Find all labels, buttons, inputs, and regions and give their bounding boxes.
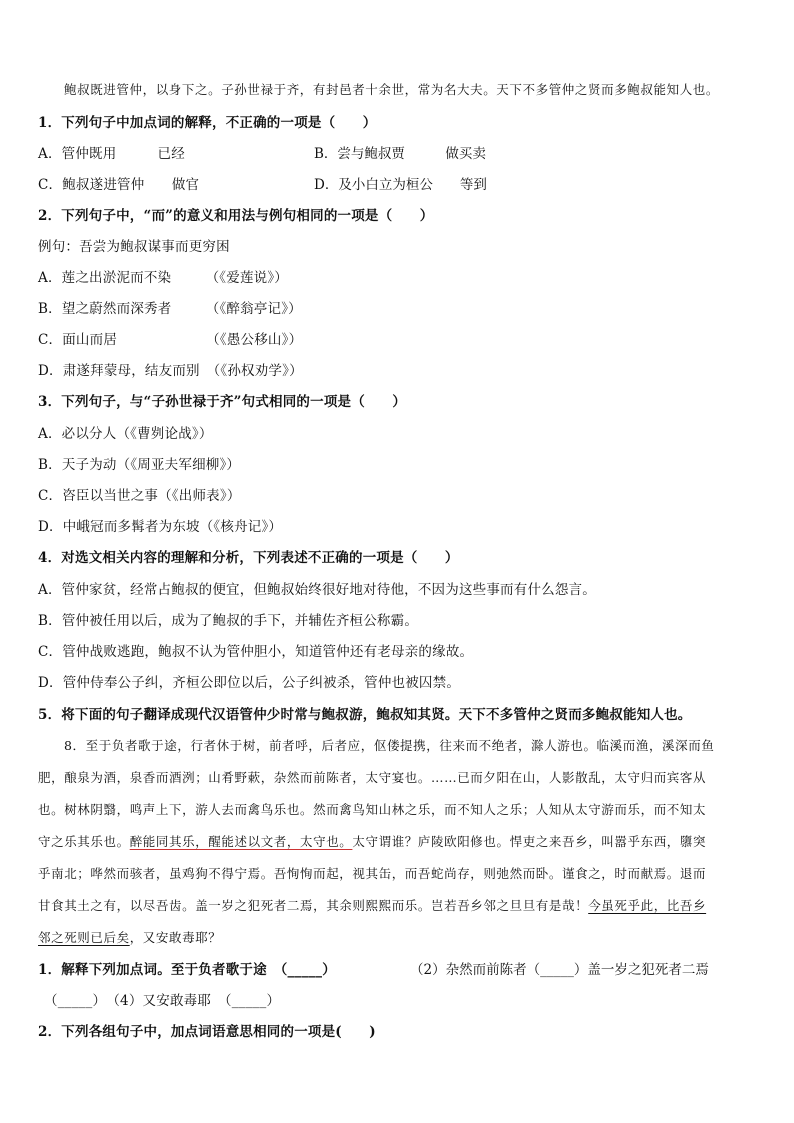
passage-8-underlined-sentence-2b: 邻之死则已后矣 [38,930,130,945]
passage-8-line-5: 乎南北；哗然而骇者，虽鸡狗不得宁焉。吾恂恂而起，视其缶，而吾蛇尚存，则弛然而卧。谨食之，时而献焉。退而 [38,866,707,881]
passage-8-line-4 [38,832,706,852]
question-3-option-a: A．必以分人（《曹刿论战》） [38,426,213,442]
question-4-option-c: C．管仲战败逃跑，鲍叔不认为管仲胆小，知道管仲还有老母亲的缘故。 [38,644,474,660]
sub-question-1-item-2: （2）杂然而前陈者（_____）盖一岁之犯死者二焉 [410,962,709,978]
passage-8-underlined-sentence-1: 醉能同其乐，醒能述以文者，太守也。 [129,834,353,849]
question-3-option-c: C．咨臣以当世之事（《出师表》） [38,488,241,504]
passage-8-line-7-end: ，又安敢毒耶？ [129,930,222,945]
question-1-option-d: D．及小白立为桓公 等到 [314,177,487,193]
question-2-option-c: C．面山而居 （《愚公移山》） [38,332,303,348]
passage-8-line-1: 8．至于负者歌于途，行者休于树，前者呼，后者应，伛偻提携，往来而不绝者，滁人游也。临溪而渔，溪深而鱼 [64,738,715,753]
passage-8-line-4-end: 太守谓谁？庐陵欧阳修也。悍吏之来吾乡，叫嚣乎东西，隳突 [352,834,707,849]
sub-question-2-stem: 2．下列各组句子中，加点词语意思相同的一项是( ) [38,1024,376,1040]
question-2-example: 例句：吾尝为鲍叔谋事而更穷困 [38,239,230,255]
passage-8-line-7 [38,928,221,948]
question-2-stem: 2．下列句子中，“而”的意义和用法与例句相同的一项是（ ） [38,208,434,224]
passage-8-line-4-start: 守之乐其乐也。 [38,834,130,849]
sub-question-1-line-2: （_____） （4）又安敢毒耶 （_____） [44,993,281,1009]
question-2-option-a: A．莲之出淤泥而不染 （《爱莲说》） [38,270,288,286]
question-1-stem: 1．下列句子中加点词的解释，不正确的一项是（ ） [38,115,377,131]
question-4-option-a: A．管仲家贫，经常占鲍叔的便宜，但鲍叔始终很好地对待他，不因为这些事而有什么怨言。 [38,582,596,598]
passage-8-line-6-start: 甘食其土之有，以尽吾齿。盖一岁之犯死者二焉，其余则熙熙而乐。岂若吾乡邻之旦旦有是哉！ [38,898,589,913]
sub-question-1-line-1: 1．解释下列加点词。至于负者歌于途 （_____） [38,962,336,978]
passage-8-line-3: 也。树林阴翳，鸣声上下，游人去而禽鸟乐也。然而禽鸟知山林之乐，而不知人之乐；人知从太守游而乐，而不知太 [38,802,707,817]
passage-8-line-6 [38,896,706,916]
question-4-stem: 4．对选文相关内容的理解和分析，下列表述不正确的一项是（ ） [38,550,459,566]
question-1-option-c: C．鲍叔遂进管仲 做官 [38,177,200,193]
question-5-stem: 5．将下面的句子翻译成现代汉语管仲少时常与鲍叔游，鲍叔知其贤。天下不多管仲之贤而多鲍叔能知人也。 [38,707,692,723]
question-4-option-b: B．管仲被任用以后，成为了鲍叔的手下，并辅佐齐桓公称霸。 [38,613,419,629]
question-4-option-d: D．管仲侍奉公子纠，齐桓公即位以后，公子纠被杀，管仲也被囚禁。 [38,675,461,691]
question-1-option-a: A．管仲既用 已经 [38,146,185,162]
passage-8-underlined-sentence-2a: 今虽死乎此，比吾乡 [588,898,707,913]
question-2-option-b: B．望之蔚然而深秀者 （《醉翁亭记》） [38,301,302,317]
question-1-option-b: B．尝与鲍叔贾 做买卖 [314,146,486,162]
passage-1-closing: 鲍叔既进管仲，以身下之。子孙世禄于齐，有封邑者十余世，常为名大夫。天下不多管仲之贤而多鲍叔能知人也。 [64,82,720,97]
question-3-option-b: B．天子为动（《周亚夫军细柳》） [38,457,241,473]
passage-8-line-2: 肥，酿泉为酒，泉香而酒洌；山肴野蔌，杂然而前陈者，太守宴也。……已而夕阳在山，人影散乱，太守归而宾客从 [38,770,707,785]
question-2-option-d: D．肃遂拜蒙母，结友而别 （《孙权劝学》） [38,363,303,379]
question-3-option-d: D．中峨冠而多髯者为东坡（《核舟记》） [38,519,283,535]
question-3-stem: 3．下列句子，与“子孙世禄于齐”句式相同的一项是（ ） [38,394,407,410]
